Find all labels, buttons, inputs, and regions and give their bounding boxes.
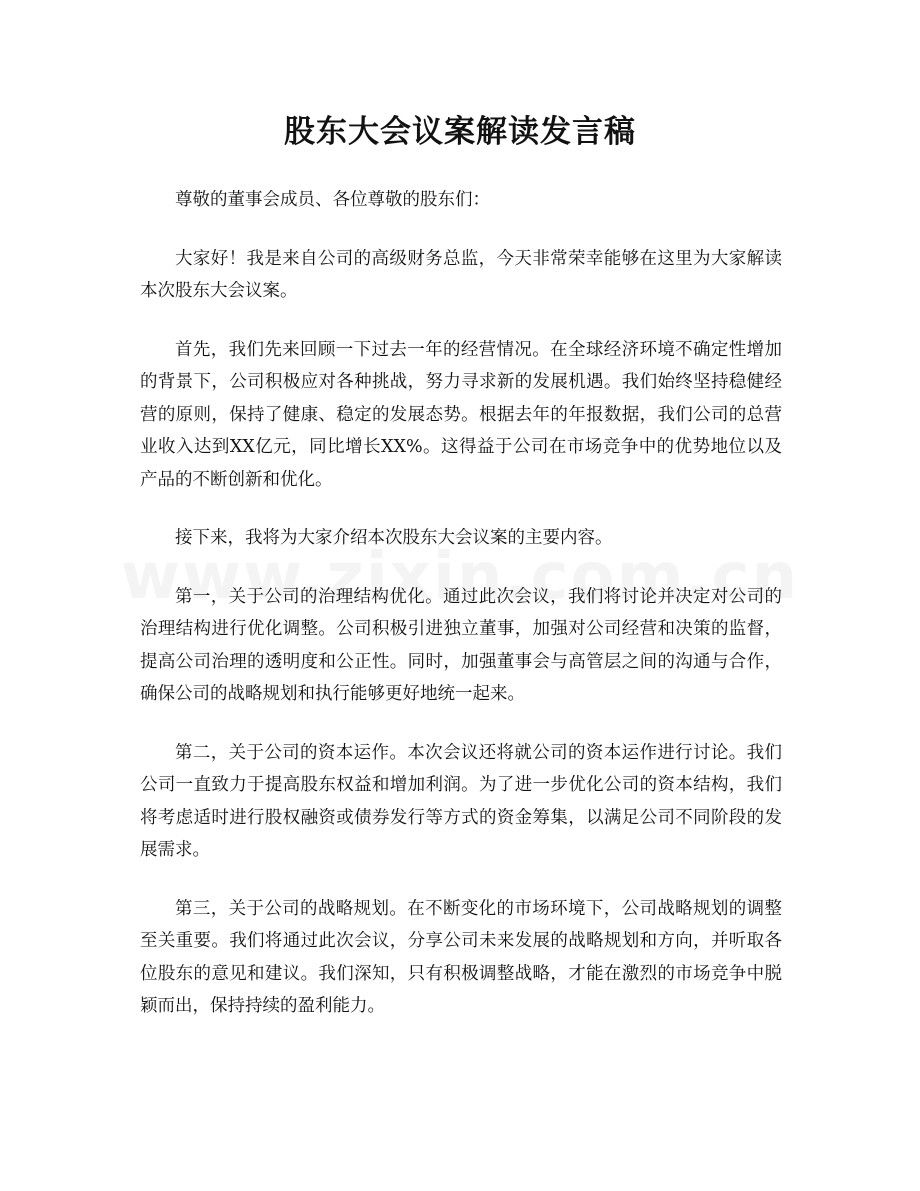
paragraph-greeting: 大家好！我是来自公司的高级财务总监，今天非常荣幸能够在这里为大家解读本次股东大会议案。 [140,248,782,301]
paragraph-capital: 第二，关于公司的资本运作。本次会议还将就公司的资本运作进行讨论。我们公司一直致力于提高股东权益和增加利润。为了进一步优化公司的资本结构，我们将考虑适时进行股权融资或债券发行等方式的资金筹集，以满足公司不同阶段的发展需求。 [140,742,782,860]
paragraph-governance: 第一，关于公司的治理结构优化。通过此次会议，我们将讨论并决定对公司的治理结构进行优化调整。公司积极引进独立董事，加强对公司经营和决策的监督，提高公司治理的透明度和公正性。同时，加强董事会与高管层之间的沟通与合作，确保公司的战略规划和执行能够更好地统一起来。 [140,586,782,704]
paragraph-strategy: 第三，关于公司的战略规划。在不断变化的市场环境下，公司战略规划的调整至关重要。我们将通过此次会议，分享公司未来发展的战略规划和方向，并听取各位股东的意见和建议。我们深知，只有积极调整战略，才能在激烈的市场竞争中脱颖而出，保持持续的盈利能力。 [140,898,782,1016]
paragraph-salutation: 尊敬的董事会成员、各位尊敬的股东们： [175,190,490,210]
document-body [140,184,782,1049]
paragraph-review: 首先，我们先来回顾一下过去一年的经营情况。在全球经济环境不确定性增加的背景下，公司积极应对各种挑战，努力寻求新的发展机遇。我们始终坚持稳健经营的原则，保持了健康、稳定的发展态势。根据去年的年报数据，我们公司的总营业收入达到XX亿元，同比增长XX%。这得益于公司在市场竞争中的优势地位以及产品的不断创新和优化。 [140,339,782,490]
paragraph-intro: 接下来，我将为大家介绍本次股东大会议案的主要内容。 [175,528,613,548]
document-title: 股东大会议案解读发言稿 [284,114,636,150]
